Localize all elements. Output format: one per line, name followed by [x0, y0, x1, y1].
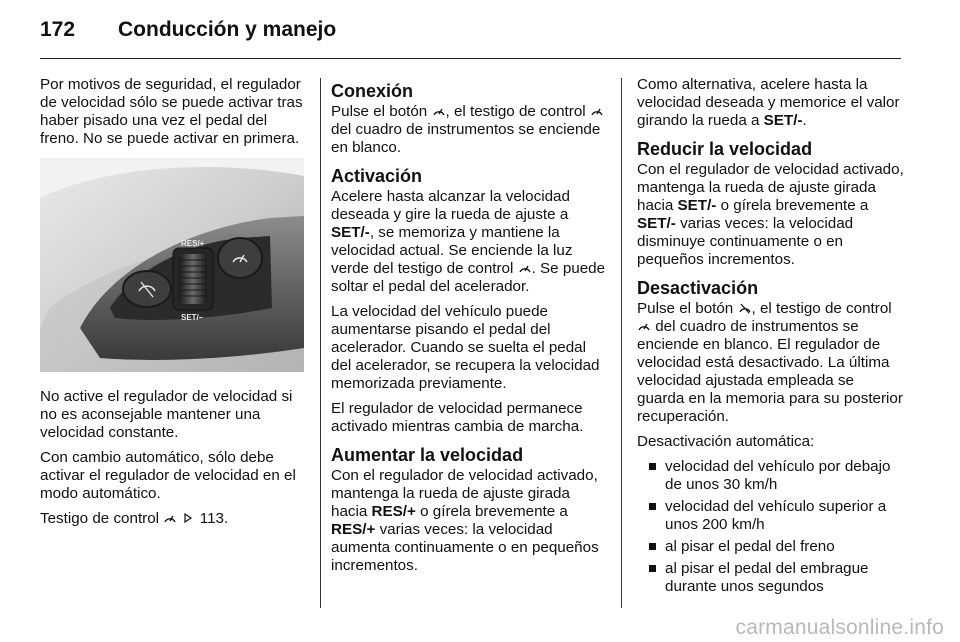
column-divider-2 [621, 78, 622, 608]
activacion-paragraph: Acelere hasta alcanzar la velocidad deseada y gire la rueda de ajuste a SET/-, se memoriza y mantiene la velocidad actual. Se enciende la luz verde del testigo de control . Se puede soltar el pedal del acelerador. [331, 188, 606, 295]
heading-activacion: Activación [331, 166, 423, 186]
page-header [40, 18, 900, 50]
column-1 [40, 76, 304, 535]
aumentar-paragraph: Con el regulador de velocidad activado, mantenga la rueda de ajuste girada hacia RES/+ o gírela brevemente a RES/+ varias veces: la velocidad aumenta continuamente o en pequeños incrementos. [331, 467, 599, 574]
alternativa-paragraph: Como alternativa, acelere hasta la velocidad deseada y memorice el valor girando la rueda a SET/-. [637, 76, 900, 129]
heading-conexion: Conexión [331, 81, 414, 101]
column-3 [637, 76, 905, 600]
watermark: carmanualsonline.info [735, 616, 944, 639]
auto-deactivation-list [637, 458, 905, 596]
page-number: 172 [40, 18, 76, 41]
conexion-paragraph: Pulse el botón , el testigo de control del cuadro de instrumentos se enciende en blanco. [331, 103, 607, 157]
cruise-control-off-icon [738, 302, 752, 314]
list-item: velocidad del vehículo superior a unos 200 km/h [637, 498, 905, 534]
bullet-square-icon [649, 565, 656, 572]
heading-aumentar: Aumentar la velocidad [331, 445, 524, 465]
velocidad-paragraph: La velocidad del vehículo puede aumentarse pisando el pedal del acelerador. Cuando se suelta el pedal del acelerador, se recupera la velocidad memorizada previamente. [331, 303, 600, 392]
desactivacion-paragraph: Pulse el botón , el testigo de control del cuadro de instrumentos se enciende en blanco. El regulador de velocidad está desactivado. La última velocidad ajustada empleada se guarda en la memoria para su posterior recuperación. [637, 300, 903, 425]
cruise-control-icon [637, 320, 651, 332]
automatic-mode-paragraph: Con cambio automático, sólo debe activar el regulador de velocidad en el modo automático. [40, 449, 296, 502]
set-minus-label: SET/– [181, 313, 204, 322]
heading-desactivacion: Desactivación [637, 278, 759, 298]
bullet-square-icon [649, 503, 656, 510]
list-item: velocidad del vehículo por debajo de unos 30 km/h [637, 458, 905, 494]
steering-wheel-controls-figure [40, 158, 304, 372]
do-not-activate-paragraph: No active el regulador de velocidad si no es aconsejable mantener una velocidad constante. [40, 388, 293, 441]
heading-reducir: Reducir la velocidad [637, 139, 813, 159]
column-2 [331, 76, 607, 582]
cruise-control-icon [518, 262, 532, 274]
cruise-control-icon [432, 105, 446, 117]
bullet-square-icon [649, 543, 656, 550]
cruise-control-icon [163, 512, 177, 524]
permanece-paragraph: El regulador de velocidad permanece activado mientras cambia de marcha. [331, 400, 584, 435]
res-plus-label: RES/+ [181, 239, 205, 248]
auto-deactivation-label: Desactivación automática: [637, 433, 815, 450]
intro-paragraph: Por motivos de seguridad, el regulador de velocidad sólo se puede activar tras haber pisado una vez el pedal del freno. No se puede activar en primera. [40, 76, 303, 147]
list-item: al pisar el pedal del freno [637, 538, 905, 556]
header-rule [40, 58, 901, 59]
list-item: al pisar el pedal del embrague durante unos segundos [637, 560, 905, 596]
column-divider-1 [320, 78, 321, 608]
page-reference-arrow-icon [182, 512, 196, 524]
page-title: Conducción y manejo [118, 18, 337, 41]
reducir-paragraph: Con el regulador de velocidad activado, mantenga la rueda de ajuste girada hacia SET/- o gírela brevemente a SET/- varias veces: la velocidad disminuye continuamente o en pequeños incrementos. [637, 161, 904, 268]
bullet-square-icon [649, 463, 656, 470]
cruise-control-icon [590, 105, 604, 117]
control-indicator-paragraph: Testigo de control 113. [40, 510, 229, 527]
